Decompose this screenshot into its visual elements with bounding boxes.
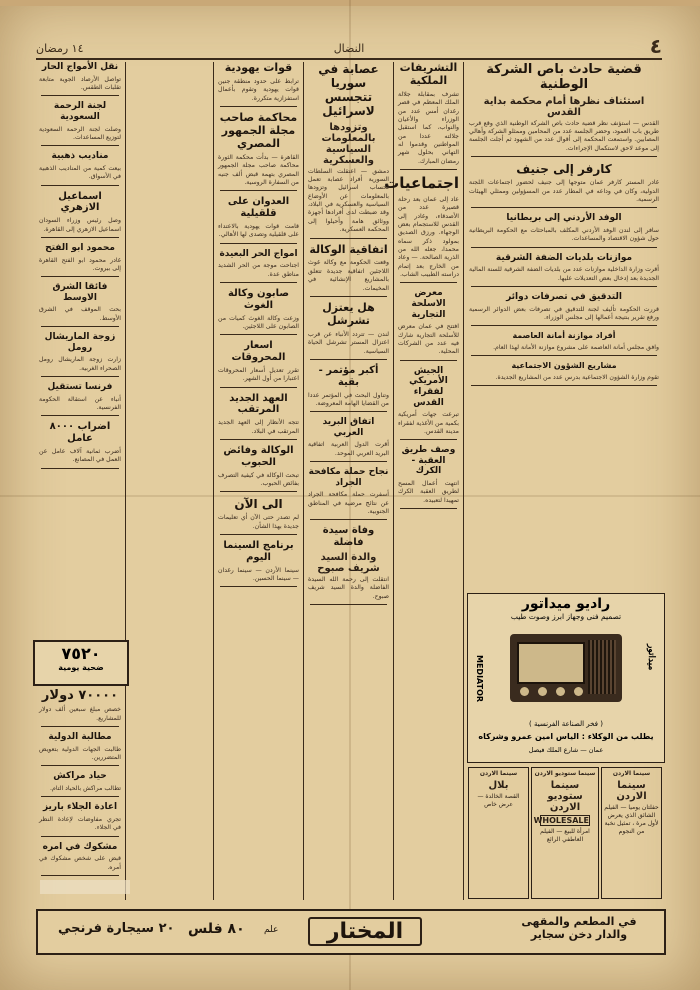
article-body: بحث الموقف في الشرق الأوسط. (39, 306, 121, 322)
article-body: وافق مجلس أمانة العاصمة على مشروع موازنة الأمانة لهذا العام. (493, 343, 659, 351)
cinema-ad-name: سينما الاردن (616, 780, 647, 803)
article-divider (400, 282, 457, 283)
cigarette-banner (36, 909, 666, 955)
article-divider (310, 604, 387, 605)
cinema-ad-label: سينما ستوديو الاردن (534, 770, 596, 777)
radio-knob (520, 687, 529, 696)
article-headline: فائقا الشرق الاوسط (52, 282, 108, 303)
article-headline: فرنسا تستقيل (47, 382, 113, 393)
radio-set-illustration (510, 634, 622, 702)
article (39, 771, 121, 797)
article-divider (310, 461, 387, 462)
article-body: أقرت وزارة الداخلية موازنات عدد من بلديات الضفة الشرقية للسنة المالية الجديدة بعد إدخال بعض التعديلات عليها. (469, 266, 659, 282)
article (308, 62, 389, 239)
article (398, 288, 459, 360)
article (469, 292, 659, 326)
article-body: خصص مبلغ سبعين ألف دولار للمشاريع. (39, 706, 121, 722)
article (308, 467, 389, 520)
article (39, 688, 121, 727)
article-body: قامت قوات يهودية بالاعتداء على قلقيلية وتصدى لها الأهالي. (218, 222, 299, 239)
article-headline: وصف طريق العقبة - الكرك (401, 445, 456, 477)
article-body: وزعت وكالة الغوث كميات من الصابون على اللاجئين. (218, 314, 299, 330)
radio-title: راديو ميداتور (521, 596, 611, 612)
box-line: ضحية يومية (58, 663, 104, 672)
article (469, 331, 659, 356)
article-body: تشرف بمقابلة جلالة الملك المعظم في قصر رغدان أمس عدد من الوزراء والأعيان والنواب، كما استقبل جلالته عددا من المواطنين وقدموا له التهاني بحلول شهر رمضان المبارك. (398, 90, 459, 165)
article-body: سافر إلى لندن الوفد الأردني المكلف بالمباحثات مع الحكومة البريطانية حول شؤون الاقتصاد والمساعدات. (469, 226, 659, 243)
article-body: تبحث الوكالة في كيفية التصرف بفائض الحبوب. (218, 471, 299, 487)
article-divider (41, 326, 119, 327)
article (384, 174, 459, 283)
article-headline: برنامج السينما اليوم (223, 540, 294, 563)
article-headline: امواج الحر البعيدة (219, 248, 298, 259)
article (218, 497, 299, 535)
radio-address: عمان — شارع الملك فيصل (528, 746, 604, 754)
article-body: تجري مفاوضات لإعادة النظر في الجلاء. (39, 815, 121, 832)
article-divider (41, 376, 119, 377)
article-divider (400, 169, 457, 170)
article-headline: وفاة سيدة فاضلة (322, 525, 375, 549)
article (39, 842, 121, 876)
article-headline: الوفد الأردني إلى بريطانيا (506, 213, 622, 224)
article-body: وصل رئيس وزراء السودان اسماعيل الازهري إلى القاهرة. (39, 217, 121, 233)
article-divider (220, 282, 297, 283)
masthead (36, 34, 662, 60)
article (398, 366, 459, 441)
article-divider (471, 355, 657, 356)
article-headline: اسعار المحروقات (231, 340, 286, 364)
article-headline: معرض الاسلحة التجارية (411, 288, 446, 320)
article-divider (400, 360, 457, 361)
radio-knob (574, 687, 583, 696)
article-subheadline: استئناف نظرها أمام محكمة بداية القدس (483, 95, 645, 118)
cinema-ad-name: سينما ستوديو الاردن (547, 780, 583, 814)
paper-name: النضال (333, 42, 365, 55)
article (218, 340, 299, 387)
article-body: سينما الأردن — سينما رغدان — سينما الحسين. (218, 566, 299, 583)
article-divider (400, 439, 457, 440)
article-headline: الوكالة وفائض الحبوب (223, 444, 294, 468)
article (39, 62, 121, 96)
article-divider (400, 508, 457, 509)
page-number: ٤ (649, 34, 662, 58)
article-headline: حياد مراكش (53, 771, 107, 782)
article-divider (220, 586, 297, 587)
column-5-lower (36, 688, 124, 900)
article-divider (41, 237, 119, 238)
wholesale-label: WHOLESALE (533, 816, 589, 826)
column-rule (463, 62, 464, 900)
article-divider (41, 276, 119, 277)
article-divider (220, 243, 297, 244)
issue-date: ١٤ رمضان (36, 42, 84, 55)
article-divider (310, 238, 387, 239)
article-headline: التدقيق في تصرفات دوائر (506, 291, 622, 302)
column-rule (125, 62, 126, 900)
article (218, 288, 299, 335)
article-headline: الجيش الأمريكي لفقراء القدس (409, 365, 448, 408)
article-body: افتتح في عمان معرض للأسلحة التجارية شارك فيه عدد من الشركات المحلية. (398, 323, 459, 356)
article-subheadline: والدة السيد شريف صبوح (317, 552, 380, 575)
article-headline: ٧٠٠٠٠ دولار (41, 688, 119, 703)
article-body: أضرب ثمانية آلاف عامل عن العمل في المصانع. (39, 448, 121, 464)
article (218, 393, 299, 440)
banner-left-text: ٢٠ سيجارة فرنجي (58, 921, 175, 936)
article-headline: مشكوك في امره (42, 841, 118, 852)
radio-script-name: ميداتور (646, 644, 656, 671)
box-7520 (33, 640, 129, 686)
article-divider (471, 286, 657, 287)
article-body: بيعت كمية من المناديب الذهبية في الأسواق. (39, 164, 121, 181)
article (308, 244, 389, 297)
article-headline: نجاح حملة مكافحة الجراد (308, 467, 389, 488)
article-divider (310, 359, 387, 360)
article-body: القاهرة — بدأت محكمة الثورة محاكمة صاحب مجلة الجمهور المصري بتهمة قبض ألف جنيه من السفارة الروسية. (218, 153, 299, 187)
cinema-ad-label: سينما الاردن (612, 770, 651, 777)
article-headline: العهد الجديد المرتقب (229, 392, 288, 416)
column-rule (303, 62, 304, 900)
article-body: القدس — استؤنف نظر قضية حادث باص الشركة الوطنية الذي وقع قرب طريق باب العمود، وحضر الجلسة عدد من المحامين وممثلو الشركة وأهالي المصابين. واستمعت المحكمة إلى أقوال عدد من الشهود ثم أجلت الجلسة إلى موعد لاحق لاستكمال الإجراءات. (469, 119, 659, 152)
article (39, 191, 121, 238)
article (218, 196, 299, 243)
article-headline: اتفاق البريد العربي (322, 417, 375, 438)
article-body: تقرر تعديل أسعار المحروقات اعتبارا من أول الشهر. (218, 366, 299, 383)
article (469, 213, 659, 247)
article (218, 112, 299, 191)
radio-caption: ( فخر الصناعة الفرنسية ) (529, 720, 603, 728)
article-headline: مناديب ذهبية (51, 151, 109, 162)
article (398, 445, 459, 509)
article-divider (41, 796, 119, 797)
article-headline: زوجة الماريشال رومل (44, 332, 116, 353)
column-3 (305, 62, 392, 900)
article-body: تبرعت جهات أمريكية بكمية من الأغذية لفقراء مدينة القدس. (398, 411, 459, 435)
column-4 (215, 62, 302, 900)
article-subheadline: وتزودها بالمعلومات السياسية والعسكرية (321, 121, 376, 166)
tape-mark (40, 880, 130, 894)
article-headline: اسماعيل الازهري (58, 190, 102, 214)
article-body: عاد إلى عمان بعد رحلة قصيرة عدد من الأصدقاء، وغادر إلى القدس للاستجمام بعض الوجهاء. ورزق الصديق بمولود ذكر سماه محمدا، جعله الله من الذرية الصالحة. — وعاد من الخارج بعد إتمام دراسته الطبيب الشاب. (398, 195, 459, 279)
article-headline: التشريفات الملكية (399, 61, 458, 87)
article-divider (471, 207, 657, 208)
banner-brand: المختار (308, 917, 422, 946)
article-headline: نقل الأمواج الحار (41, 62, 119, 72)
article-headline: أكبر مؤتمر - بقية (318, 364, 379, 388)
article-body: دمشق — اعتقلت السلطات السورية أفراد عصابة تعمل لحساب اسرائيل وتزودها بالمعلومات عن الأوضاع السياسية والعسكرية في البلاد، وقد ضبطت لدى أفرادها أجهزة ووثائق هامة وأحيلوا إلى المحكمة العسكرية. (308, 167, 389, 234)
article-body: أسفرت حملة مكافحة الجراد عن نتائج مرضية في المناطق الجنوبية. (308, 491, 389, 516)
cinema-ad-text: حفلتان يوميا — الفيلم الشائق الذي يعرض لأول مرة ، تمثيل نخبة من النجوم (604, 804, 659, 836)
article (398, 62, 459, 170)
column-2 (384, 61, 462, 900)
article-divider (471, 156, 657, 157)
column-rule (213, 62, 214, 900)
radio-dealer: يطلب من الوكلاء : الياس امين عمرو وشركاه (478, 732, 654, 741)
article-headline: اجتماعيات (384, 174, 459, 193)
article-divider (41, 468, 119, 469)
radio-knob (538, 687, 547, 696)
article-headline: أفراد موازنة أمانة العاصمة (512, 331, 616, 341)
article-divider (41, 95, 119, 96)
column-5 (36, 62, 124, 638)
article (218, 445, 299, 492)
article-divider (310, 296, 387, 297)
article-headline: عصابة في سوريا تتجسس لاسرائيل (318, 62, 379, 119)
article (39, 243, 121, 277)
article (39, 421, 121, 468)
article-divider (220, 387, 297, 388)
article-headline: العدوان على قلقيلية (227, 196, 290, 220)
cinema-ad-text: القصة الخالدة — عرض خاص (477, 793, 520, 809)
article (469, 62, 659, 157)
radio-brand: MEDIATOR (475, 654, 484, 702)
article-headline: اعادة الجلاء باريز (42, 802, 118, 813)
article-headline: الى الآن (234, 497, 283, 512)
article-body: غادر محمود ابو الفتح القاهرة إلى بيروت. (39, 256, 121, 272)
article (469, 361, 659, 386)
radio-dial (517, 642, 585, 684)
article-body: تقوم وزارة الشؤون الاجتماعية بدرس عدد من المشاريع الجديدة. (495, 373, 659, 381)
article (39, 101, 121, 146)
article-body: انتقلت إلى رحمة الله السيدة الفاضلة والدة السيد شريف صبوح. (308, 576, 389, 600)
cinema-ad-label: سينما الاردن (479, 770, 518, 777)
article-headline: موازنات بلديات الضفة الشرقية (495, 252, 633, 263)
article-body: انتهت أعمال المسح لطريق العقبة الكرك تمهيدا لتعبيده. (398, 480, 459, 504)
article-body: تتجه الأنظار إلى العهد الجديد المرتقب في البلاد. (218, 419, 299, 435)
article-divider (41, 765, 119, 766)
article-headline: هل يعتزل تشرشل (322, 300, 375, 327)
article-divider (41, 726, 119, 727)
article-divider (41, 185, 119, 186)
cinema-ad (601, 767, 662, 899)
article-divider (41, 415, 119, 416)
article (218, 62, 299, 107)
article (308, 365, 389, 412)
article (39, 732, 121, 766)
radio-advertisement (467, 593, 665, 763)
article (469, 162, 659, 208)
article-headline: لجنة الرحمة السعودية (53, 101, 107, 122)
article (308, 525, 389, 605)
article-body: قررت الحكومة تأليف لجنة للتدقيق في تصرفات بعض الدوائر الرسمية ورفع تقرير بنتيجة أعمالها إلى مجلس الوزراء. (469, 305, 659, 321)
cinema-ads (467, 766, 663, 900)
article (39, 802, 121, 836)
article-body: تطالب مراكش بالحياد التام. (50, 784, 121, 792)
radio-knob (556, 687, 565, 696)
article (218, 540, 299, 587)
article-headline: قوات يهودية (224, 61, 293, 74)
article-divider (41, 875, 119, 876)
article-divider (41, 145, 119, 146)
article-headline: صابون وكالة الغوث (227, 288, 290, 311)
cinema-ad (531, 767, 599, 899)
radio-tagline: تصميم فنى وجهاز ابرز وصوت طيب (510, 612, 622, 621)
article-divider (220, 334, 297, 335)
article-divider (310, 411, 387, 412)
article-divider (220, 534, 297, 535)
article-divider (41, 836, 119, 837)
article-headline: مطالبة الدولية (48, 732, 112, 743)
radio-speaker-grille (588, 640, 616, 694)
article-divider (310, 519, 387, 520)
column-1 (466, 62, 662, 590)
article-headline: قضية حادث باص الشركة الوطنية (486, 62, 642, 93)
article-headline: مشاريع الشؤون الاجتماعية (511, 361, 617, 371)
article-body: طالبت الجهات الدولية بتعويض المتضررين. (39, 745, 121, 762)
article (308, 417, 389, 462)
banner-right-text: في المطعم والمقهى والدار دخن سجاير (521, 915, 637, 941)
article-body: قبض على شخص مشكوك في أمره. (39, 855, 121, 871)
article (218, 249, 299, 283)
article-body: تواصل الأرصاد الجوية متابعة تقلبات الطقس. (39, 75, 121, 91)
article-body: أقرت الدول العربية اتفاقية البريد العربي الموحد. (308, 441, 389, 457)
box-number: ٧٥٢٠ (61, 644, 101, 663)
article-headline: اضراب ٨٠٠٠ عامل (49, 421, 111, 445)
article (39, 332, 121, 377)
article-divider (220, 106, 297, 107)
article-headline: اتفاقية الوكالة (309, 242, 388, 256)
cinema-ad (468, 767, 529, 899)
article (308, 302, 389, 360)
cinema-ad-text: امرأة للبيع — الفيلم العاطفي الرائع (540, 828, 590, 844)
article-body: اجتاحت موجة من الحر الشديد مناطق عدة. (218, 262, 299, 278)
article-headline: محاكمة صاحب مجلة الجمهور المصري (219, 111, 298, 150)
article-body: لم تصدر حتى الآن أي تعليمات جديدة بهذا الشأن. (218, 514, 299, 530)
article (469, 253, 659, 287)
article-headline: محمود ابو الفتح (45, 242, 115, 253)
article-body: ترابط على حدود منطقة جنين قوات يهودية وتقوم بأعمال استفزازية متكررة. (218, 77, 299, 102)
article-body: وصلت لجنة الرحمة السعودية لتوزيع المساعدات. (39, 125, 121, 141)
article-divider (220, 491, 297, 492)
article-body: لندن — تتردد الأنباء عن قرب اعتزال المستر تشرشل الحياة السياسية. (308, 330, 389, 355)
article-headline: كارفر إلى جنيف (516, 162, 612, 177)
banner-mid: علم (264, 925, 279, 935)
article-divider (471, 325, 657, 326)
article-divider (220, 190, 297, 191)
article (39, 282, 121, 327)
article-divider (471, 247, 657, 248)
article-body: وتناول البحث في المؤتمر عددا من القضايا الهامة المعروضة. (308, 391, 389, 407)
article-divider (220, 439, 297, 440)
article (39, 151, 121, 185)
banner-price: ٨٠ فلس (188, 921, 245, 937)
article-body: غادر المستر كارفر عمان متوجها إلى جنيف لحضور اجتماعات اللجنة الدولية، وكان في وداعه في المطار عدد من المسؤولين وممثلي الهيئات الرسمية. (469, 179, 659, 203)
article-body: زارت زوجة الماريشال رومل الصحراء الغربية. (39, 356, 121, 372)
article (39, 382, 121, 416)
cinema-ad-name: بلال (488, 780, 509, 792)
article-body: وقعت الحكومة مع وكالة غوث اللاجئين اتفاقية جديدة تتعلق بالمشاريع الإنشائية في المخيمات. (308, 259, 389, 292)
article-divider (471, 385, 657, 386)
article-body: أنباء عن استقالة الحكومة الفرنسية. (39, 395, 121, 412)
